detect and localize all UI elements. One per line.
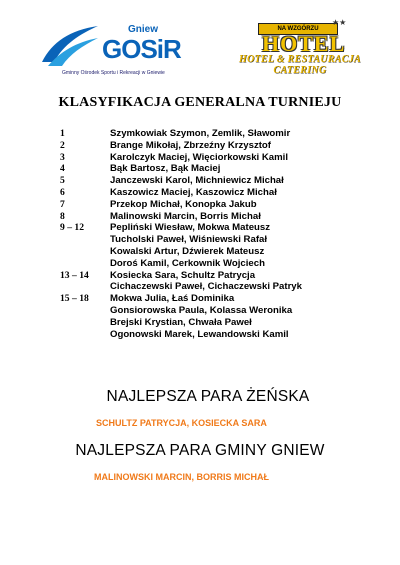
- gosir-logo-town: Gniew: [128, 24, 159, 35]
- ranking-row: [60, 175, 380, 187]
- hotel-logo-line1: HOTEL & RESTAURACJA: [238, 54, 362, 65]
- ranking-pair: Szymkowiak Szymon, Zemlik, Sławomir: [110, 128, 291, 139]
- ranking-position: [60, 234, 110, 246]
- ranking-pair: Malinowski Marcin, Borris Michał: [110, 210, 261, 222]
- ranking-position: [60, 317, 110, 329]
- ranking-row: [60, 317, 380, 329]
- ranking-pair: Brange Mikołaj, Zbrzeźny Krzysztof: [110, 139, 271, 151]
- ranking-pair: Gonsiorowska Paula, Kolassa Weronika: [110, 304, 293, 316]
- gosir-logo-name: GOSiR: [102, 34, 181, 64]
- ranking-pair: Cichaczewski Paweł, Cichaczewski Patryk: [110, 281, 302, 293]
- ranking-row: [60, 163, 380, 175]
- ranking-position: 5: [60, 175, 65, 187]
- award-title-best-female-pair: NAJLEPSZA PARA ŻEŃSKA: [106, 388, 310, 405]
- ranking-position: 15 – 18: [60, 293, 89, 305]
- gosir-swoosh-icon: [40, 22, 100, 68]
- ranking-pair: Mokwa Julia, Łaś Dominika: [110, 293, 235, 305]
- ranking-row: [60, 270, 380, 282]
- hotel-logo-word: HOTEL: [262, 31, 346, 56]
- ranking-pair: Tucholski Paweł, Wiśniewski Rafał: [110, 234, 268, 246]
- ranking-pair: Kosiecka Sara, Schultz Patrycja: [110, 269, 256, 281]
- ranking-position: 7: [60, 198, 65, 210]
- gosir-logo: [40, 18, 181, 76]
- ranking-position: 2: [60, 139, 65, 151]
- hotel-stars-icon: ★★: [332, 18, 347, 27]
- award-winner-best-gniew-pair: MALINOWSKI MARCIN, BORRIS MICHAŁ: [94, 472, 269, 482]
- ranking-row: [60, 234, 380, 246]
- ranking-position: [60, 281, 110, 293]
- ranking-pair: Kowalski Artur, Dźwierek Mateusz: [110, 245, 265, 257]
- gosir-logo-description: Gminny Ośrodek Sportu i Rekreacji w Gniewie: [62, 70, 165, 76]
- ranking-pair: Bąk Bartosz, Bąk Maciej: [110, 163, 221, 175]
- ranking-row: [60, 199, 380, 211]
- ranking-pair: Kaszowicz Maciej, Kaszowicz Michał: [110, 186, 277, 198]
- ranking-position: 13 – 14: [60, 269, 89, 281]
- ranking-row: [60, 187, 380, 199]
- ranking-position: 1: [60, 128, 65, 139]
- ranking-pair: Karolczyk Maciej, Więciorkowski Kamil: [110, 151, 289, 163]
- ranking-pair: Brejski Krystian, Chwała Paweł: [110, 316, 252, 328]
- ranking-pair: Przekop Michał, Konopka Jakub: [110, 198, 257, 210]
- ranking-row: [60, 152, 380, 164]
- ranking-row: [60, 222, 380, 234]
- ranking-list: [60, 128, 380, 340]
- ranking-position: 9 – 12: [60, 222, 84, 234]
- ranking-position: 8: [60, 210, 65, 222]
- ranking-row: [60, 305, 380, 317]
- ranking-row: [60, 281, 380, 293]
- ranking-pair: Ogonowski Marek, Lewandowski Kamil: [110, 328, 289, 340]
- ranking-pair: Doroś Kamil, Cerkownik Wojciech: [110, 257, 265, 269]
- hotel-logo-line2: CATERING: [273, 65, 327, 76]
- ranking-position: 4: [60, 163, 65, 175]
- hotel-logo: [230, 18, 370, 76]
- ranking-row: [60, 329, 380, 341]
- ranking-position: [60, 258, 110, 270]
- ranking-row: [60, 128, 380, 140]
- ranking-position: [60, 329, 110, 341]
- ranking-pair: Janczewski Karol, Michniewicz Michał: [110, 175, 284, 187]
- ranking-position: [60, 246, 110, 258]
- award-winner-best-female-pair: SCHULTZ PATRYCJA, KOSIECKA SARA: [96, 418, 267, 428]
- hotel-logo-banner: NA WZGÓRZU: [258, 23, 338, 35]
- ranking-position: 6: [60, 186, 65, 198]
- ranking-row: [60, 246, 380, 258]
- ranking-row: [60, 258, 380, 270]
- ranking-position: [60, 305, 110, 317]
- page-title: KLASYFIKACJA GENERALNA TURNIEJU: [58, 95, 342, 110]
- award-title-best-gniew-pair: NAJLEPSZA PARA GMINY GNIEW: [75, 442, 325, 459]
- ranking-pair: Pepliński Wiesław, Mokwa Mateusz: [110, 222, 271, 234]
- ranking-position: 3: [60, 151, 65, 163]
- ranking-row: [60, 140, 380, 152]
- ranking-row: [60, 293, 380, 305]
- ranking-row: [60, 211, 380, 223]
